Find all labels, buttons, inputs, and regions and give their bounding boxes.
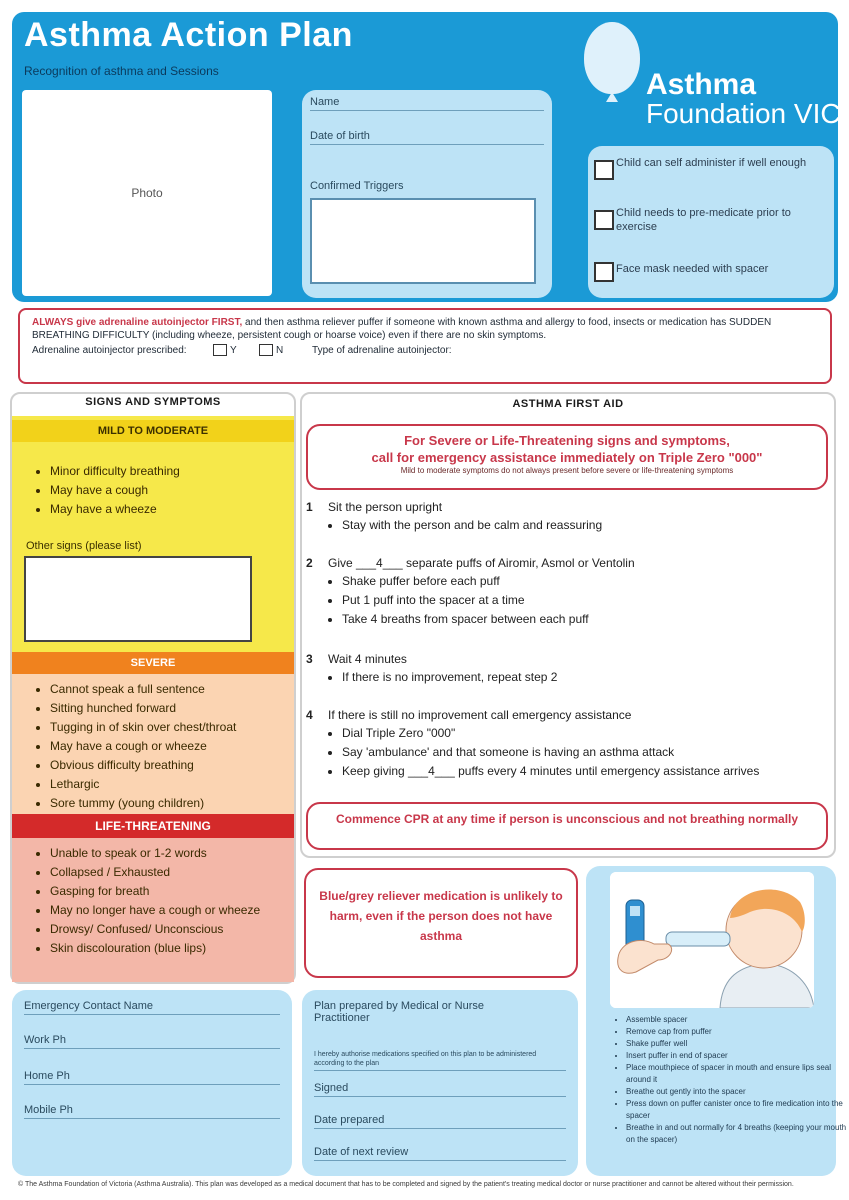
triggers-label: Confirmed Triggers	[310, 180, 404, 192]
list-item: • Insert puffer in end of spacer	[626, 1050, 849, 1062]
allergy-warning	[18, 308, 832, 384]
step-2	[306, 556, 826, 629]
footer-note: © The Asthma Foundation of Victoria (Asthma Australia). This plan was developed as a medical document that has to be completed and signed by the patient's treating medical doctor or nurse practitioner and cannot be altered without their permission.	[18, 1181, 794, 1188]
step-text: Wait 4 minutes	[328, 652, 407, 666]
list-item: • Breathe in and out normally for 4 breaths (keeping your mouth on the spacer)	[626, 1122, 849, 1146]
next-review-field[interactable]: Date of next review	[314, 1146, 566, 1161]
step-number: 1	[306, 500, 313, 514]
mild-list	[20, 462, 180, 519]
cpr-banner: Commence CPR at any time if person is unconscious and not breathing normally	[306, 802, 828, 850]
checkbox-yes[interactable]	[213, 344, 227, 356]
checkbox-face-mask[interactable]	[594, 262, 614, 282]
photo-label: Photo	[131, 186, 163, 200]
banner-line-2: call for emergency assistance immediately on Triple Zero "000"	[371, 450, 763, 465]
no-label: N	[276, 345, 284, 356]
severe-list	[20, 680, 236, 813]
balloon-logo-icon	[584, 22, 640, 94]
child-using-spacer-image	[610, 872, 814, 1008]
step-text: If there is still no improvement call emergency assistance	[328, 708, 632, 722]
list-item: • Keep giving ___4___ puffs every 4 minutes until emergency assistance arrives	[342, 762, 826, 781]
list-item: • Take 4 breaths from spacer between each puff	[342, 610, 826, 629]
list-item: • Drowsy/ Confused/ Unconscious	[50, 920, 312, 939]
step-4	[306, 708, 826, 781]
mild-title: MILD TO MODERATE	[12, 420, 294, 442]
signed-field[interactable]: Signed	[314, 1082, 566, 1097]
autoinjector-type-label: Type of adrenaline autoinjector:	[312, 345, 452, 356]
step-number: 4	[306, 708, 313, 722]
step-text: Give ___4___ separate puffs of Airomir, Asmol or Ventolin	[328, 556, 635, 570]
yes-label: Y	[229, 345, 237, 356]
list-item: • May no longer have a cough or wheeze	[50, 901, 312, 920]
list-item: • Sitting hunched forward	[50, 699, 236, 718]
banner-note: Mild to moderate symptoms do not always present before severe or life-threatening symptoms	[400, 466, 734, 475]
dob-field[interactable]: Date of birth	[310, 130, 544, 145]
other-signs-label: Other signs (please list)	[26, 540, 142, 552]
authorisation-note: I hereby authorise medications specified on this plan to be administered according to the plan	[314, 1050, 566, 1071]
emergency-banner	[306, 424, 828, 490]
list-item: • Assemble spacer	[626, 1014, 849, 1026]
checkbox-no[interactable]	[259, 344, 273, 356]
mobile-phone-field[interactable]: Mobile Ph	[24, 1104, 280, 1119]
emergency-contact-box	[12, 990, 292, 1176]
date-prepared-field[interactable]: Date prepared	[314, 1114, 566, 1129]
other-signs-input[interactable]	[24, 556, 252, 642]
list-item: • Breathe out gently into the spacer	[626, 1086, 849, 1098]
step-text: Sit the person upright	[328, 500, 443, 514]
list-item: • Sore tummy (young children)	[50, 794, 236, 813]
contact-name-field[interactable]: Emergency Contact Name	[24, 1000, 280, 1015]
brand-org: Foundation VIC	[646, 98, 841, 129]
list-item: • Shake puffer before each puff	[342, 572, 826, 591]
first-aid-heading: ASTHMA FIRST AID	[512, 398, 624, 410]
list-item: • Say 'ambulance' and that someone is having an asthma attack	[342, 743, 826, 762]
check-label-face-mask: Face mask needed with spacer	[616, 263, 769, 275]
life-threatening-list	[20, 844, 312, 958]
list-item: • Dial Triple Zero "000"	[342, 724, 826, 743]
list-item: • Remove cap from puffer	[626, 1026, 849, 1038]
child-spacer-illustration-icon	[610, 872, 814, 1008]
page-title: Asthma Action Plan	[24, 16, 353, 54]
autoinjector-prescribed-label: Adrenaline autoinjector prescribed:	[32, 345, 187, 356]
options-box	[588, 146, 834, 298]
list-item: • May have a wheeze	[50, 500, 180, 519]
step-1	[306, 500, 826, 535]
list-item: • Tugging in of skin over chest/throat	[50, 718, 236, 737]
life-threatening-title: LIFE-THREATENING	[12, 814, 294, 838]
step-number: 2	[306, 556, 313, 570]
work-phone-field[interactable]: Work Ph	[24, 1034, 280, 1049]
list-item: • Put 1 puff into the spacer at a time	[342, 591, 826, 610]
home-phone-field[interactable]: Home Ph	[24, 1070, 280, 1085]
reliever-note: Blue/grey reliever medication is unlikely to harm, even if the person does not have asthma	[304, 868, 578, 978]
list-item: • If there is no improvement, repeat step 2	[342, 668, 826, 687]
prepared-by-label: Plan prepared by Medical or Nurse Practitioner	[314, 1000, 484, 1024]
patient-details-box	[302, 90, 552, 298]
list-item: • Minor difficulty breathing	[50, 462, 180, 481]
triggers-input[interactable]	[310, 198, 536, 284]
list-item: • Unable to speak or 1-2 words	[50, 844, 312, 863]
step-number: 3	[306, 652, 313, 666]
allergy-text: and then asthma reliever puffer if someone with known asthma and allergy to food, insects or medication has SUDDEN BREATHING DIFFICULTY (including wheeze, persistent cough or hoarse voice) even if there are no skin symptoms.	[32, 317, 772, 341]
checkbox-pre-medicate[interactable]	[594, 210, 614, 230]
list-item: • Skin discolouration (blue lips)	[50, 939, 312, 958]
checkbox-self-administer[interactable]	[594, 160, 614, 180]
list-item: • Place mouthpiece of spacer in mouth and ensure lips seal around it	[626, 1062, 849, 1086]
list-item: • May have a cough	[50, 481, 180, 500]
banner-line-1: For Severe or Life-Threatening signs and symptoms,	[404, 433, 730, 448]
list-item: • Gasping for breath	[50, 882, 312, 901]
list-item: • Press down on puffer canister once to fire medication into the spacer	[626, 1098, 849, 1122]
list-item: • Cannot speak a full sentence	[50, 680, 236, 699]
list-item: • Stay with the person and be calm and reassuring	[342, 516, 826, 535]
name-field[interactable]: Name	[310, 96, 544, 111]
list-item: • Shake puffer well	[626, 1038, 849, 1050]
step-3	[306, 652, 826, 687]
signs-heading: SIGNS AND SYMPTOMS	[85, 396, 221, 408]
allergy-highlight: ALWAYS give adrenaline autoinjector FIRST,	[32, 317, 243, 328]
list-item: • Obvious difficulty breathing	[50, 756, 236, 775]
list-item: • Collapsed / Exhausted	[50, 863, 312, 882]
photo-box[interactable]	[22, 90, 272, 296]
list-item: • Lethargic	[50, 775, 236, 794]
check-label-pre-medicate: Child needs to pre-medicate prior to exercise	[616, 207, 791, 233]
brand-name: Asthma	[646, 68, 757, 101]
spacer-steps-list	[600, 1014, 849, 1146]
check-label-self-administer: Child can self administer if well enough	[616, 157, 807, 169]
list-item: • May have a cough or wheeze	[50, 737, 236, 756]
severe-title: SEVERE	[12, 652, 294, 674]
page-subtitle: Recognition of asthma and Sessions	[24, 64, 219, 78]
prepared-by-box	[302, 990, 578, 1176]
